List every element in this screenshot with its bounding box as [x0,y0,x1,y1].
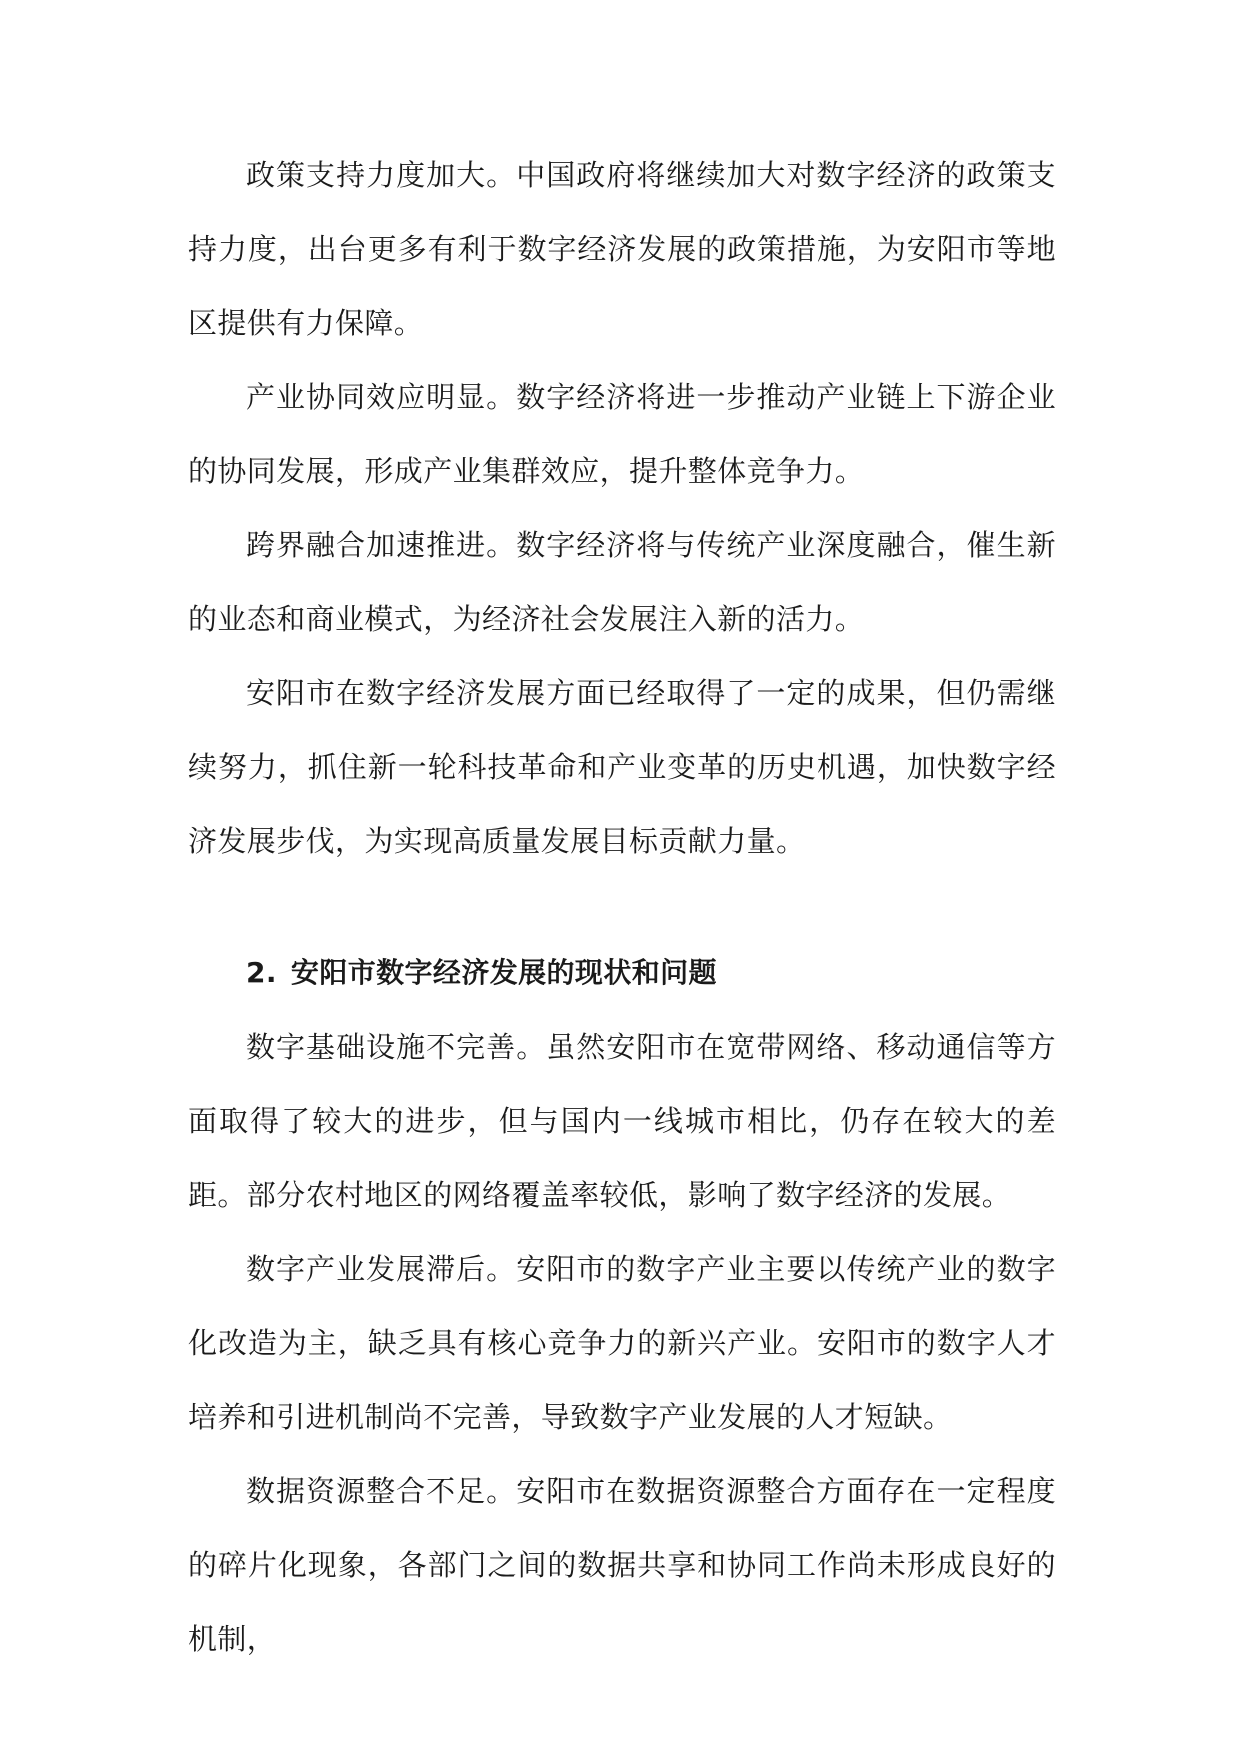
paragraph-data-resources: 数据资源整合不足。安阳市在数据资源整合方面存在一定程度的碎片化现象，各部门之间的数据共享和协同工作尚未形成良好的机制， [188,1474,1056,1656]
paragraph-infrastructure: 数字基础设施不完善。虽然安阳市在宽带网络、移动通信等方面取得了较大的进步，但与国内一线城市相比，仍存在较大的差距。部分农村地区的网络覆盖率较低，影响了数字经济的发展。 [188,1030,1056,1212]
section-number: 2. [246,956,277,989]
paragraph-cross-integration: 跨界融合加速推进。数字经济将与传统产业深度融合，催生新的业态和商业模式，为经济社会发展注入新的活力。 [188,528,1056,636]
paragraph-industry-synergy: 产业协同效应明显。数字经济将进一步推动产业链上下游企业的协同发展，形成产业集群效应，提升整体竞争力。 [188,380,1056,488]
section-heading [188,936,1056,1010]
document-body [188,138,1056,1676]
section-title: 安阳市数字经济发展的现状和问题 [290,956,717,989]
paragraph-policy-support: 政策支持力度加大。中国政府将继续加大对数字经济的政策支持力度，出台更多有利于数字经济发展的政策措施，为安阳市等地区提供有力保障。 [188,158,1056,340]
paragraph-digital-industry: 数字产业发展滞后。安阳市的数字产业主要以传统产业的数字化改造为主，缺乏具有核心竞争力的新兴产业。安阳市的数字人才培养和引进机制尚不完善，导致数字产业发展的人才短缺。 [188,1252,1056,1434]
paragraph-anyang-summary: 安阳市在数字经济发展方面已经取得了一定的成果，但仍需继续努力，抓住新一轮科技革命和产业变革的历史机遇，加快数字经济发展步伐，为实现高质量发展目标贡献力量。 [188,676,1056,858]
